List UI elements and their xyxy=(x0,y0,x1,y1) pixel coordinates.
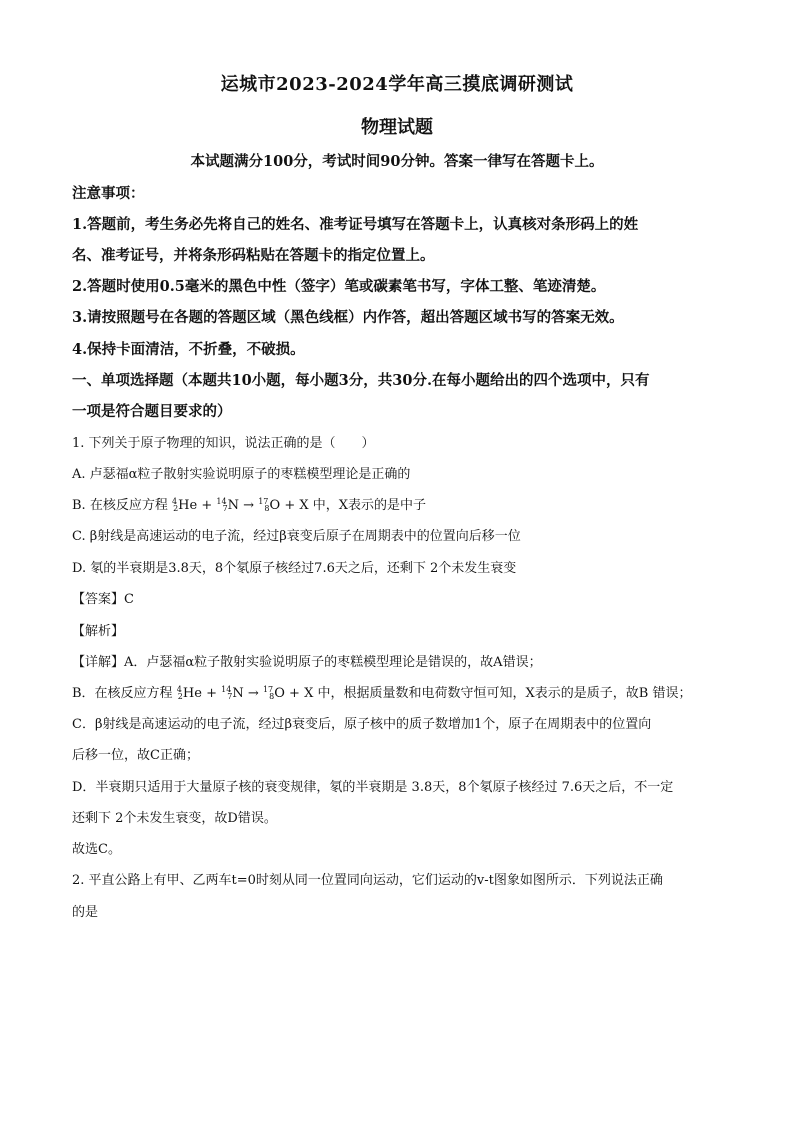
nuclear-equation-detail: $^4_2$He + $^{14}_7$N → $^{17}_8$O + X xyxy=(176,685,314,701)
option-b-prefix: B. 在核反应方程 xyxy=(72,498,168,513)
section-heading-line-2: 一项是符合题目要求的） xyxy=(72,403,232,420)
detail-c-line-1: C．β射线是高速运动的电子流，经过β衰变后，原子核中的质子数增加1个，原子在周期表中的位置向 xyxy=(72,717,652,732)
detail-d-line-2: 还剩下 2个未发生衰变，故D错误。 xyxy=(72,811,277,826)
notice-item-2: 2.答题时使用0.5毫米的黑色中性（签字）笔或碳素笔书写，字体工整、笔迹清楚。 xyxy=(72,278,606,295)
detail-c-line-2: 后移一位，故C正确； xyxy=(72,748,199,763)
detail-a: 【详解】A．卢瑟福α粒子散射实验说明原子的枣糕模型理论是错误的，故A错误； xyxy=(72,655,542,670)
question-1-option-d: D. 氡的半衰期是3.8天，8个氡原子核经过7.6天之后，还剩下 2个未发生衰变 xyxy=(72,561,517,576)
question-1-option-a: A. 卢瑟福α粒子散射实验说明原子的枣糕模型理论是正确的 xyxy=(72,467,411,482)
detail-b: B．在核反应方程 $^4_2$He + $^{14}_7$N → $^{17}_8$O + X 中，根据质量数和电荷数守恒可知，X表示的是质子，故B 错误； xyxy=(72,685,692,701)
option-b-suffix: 中，X表示的是中子 xyxy=(312,498,427,513)
nuclear-equation: $^4_2$He + $^{14}_7$N → $^{17}_8$O + X xyxy=(171,497,309,513)
question-1-stem: 1. 下列关于原子物理的知识，说法正确的是（ ） xyxy=(72,436,375,451)
analysis-tag: 【解析】 xyxy=(72,624,125,639)
conclusion: 故选C。 xyxy=(72,842,121,857)
exam-title: 运城市2023-2024学年高三摸底调研测试 xyxy=(220,74,574,95)
answer-tag: 【答案】 xyxy=(72,592,125,607)
notice-item-4: 4.保持卡面清洁，不折叠，不破损。 xyxy=(72,341,305,358)
subject-title: 物理试题 xyxy=(361,117,433,138)
question-2-line-2: 的是 xyxy=(72,905,99,920)
section-heading-line-1: 一、单项选择题（本题共10小题，每小题3分，共30分.在每小题给出的四个选项中，只有 xyxy=(72,372,650,389)
notice-item-3: 3.请按照题号在各题的答题区域（黑色线框）内作答，超出答题区域书写的答案无效。 xyxy=(72,309,624,326)
question-1-option-b xyxy=(72,494,426,513)
answer-value: C xyxy=(124,592,134,607)
detail-d-line-1: D．半衰期只适用于大量原子核的衰变规律，氡的半衰期是 3.8天，8个氡原子核经过 7.6天之后，不一定 xyxy=(72,780,674,795)
detail-tag: 【详解】 xyxy=(72,655,125,670)
exam-info: 本试题满分100分，考试时间90分钟。答案一律写在答题卡上。 xyxy=(190,153,604,170)
notice-item-1-line-2: 名、准考证号，并将条形码粘贴在答题卡的指定位置上。 xyxy=(72,247,435,264)
question-1-option-c: C. β射线是高速运动的电子流，经过β衰变后原子在周期表中的位置向后移一位 xyxy=(72,529,521,544)
question-2-line-1: 2. 平直公路上有甲、乙两车t=0时刻从同一位置同向运动，它们运动的v-t图象如图所示．下列说法正确 xyxy=(72,873,663,888)
notice-heading: 注意事项： xyxy=(72,185,145,202)
answer-line xyxy=(72,588,134,607)
notice-item-1-line-1: 1.答题前，考生务必先将自己的姓名、准考证号填写在答题卡上，认真核对条形码上的姓 xyxy=(72,216,639,233)
